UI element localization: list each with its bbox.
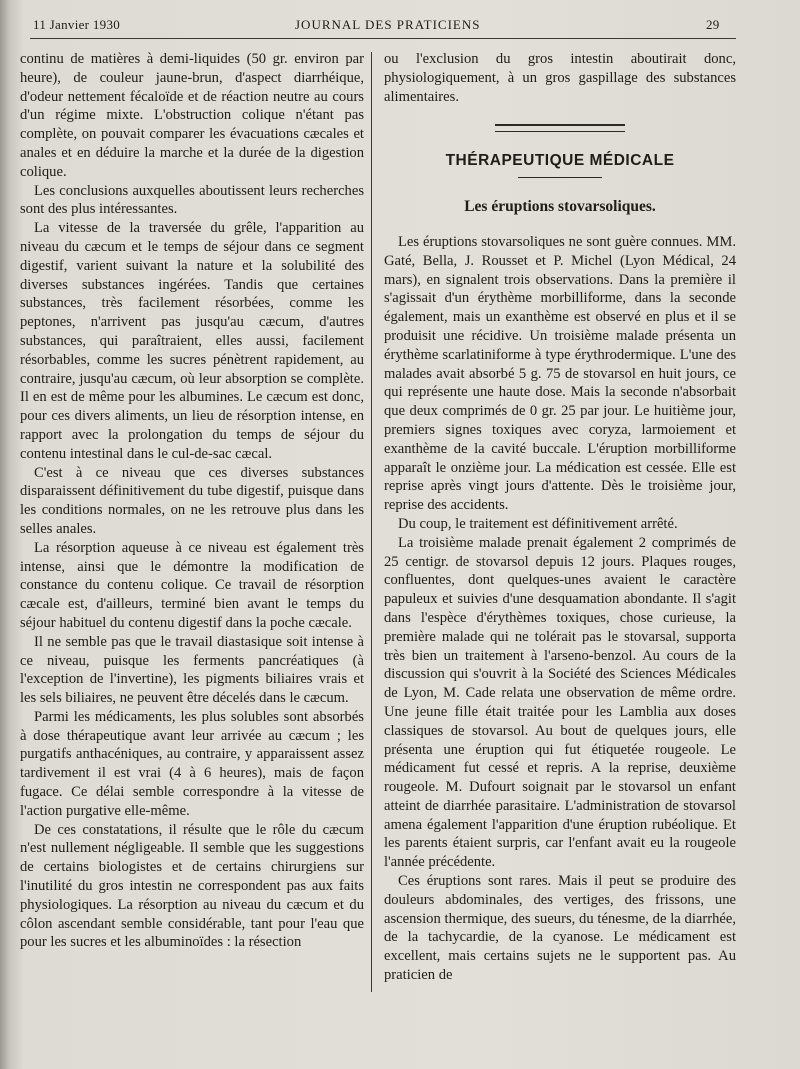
section-title: THÉRAPEUTIQUE MÉDICALE [445, 152, 675, 170]
page-header [30, 14, 740, 36]
paragraph: La vitesse de la traversée du grêle, l'apparition au niveau du cæcum et le temps de séjour dans ce segment digestif, varient suivant la nature et la solubilité des diverses substances ingérées. Tandis que certaines substances, très facilement résorbées, comme les peptones, n'arrivent pas jusqu'au cæcum, d'autres substances, qui paraîtraient, elles aussi, facilement résorbables, comme les sucres pénètrent rapidement, au contraire, jusqu'au cæcum, où leur absorption se complète. Il en est de même pour les albumines. Le cæcum est donc, pour ces divers aliments, un lieu de résorption intense, en rapport avec la prolongation du temps de séjour du contenu intestinal dans le cul-de-sac cæcal. [20, 220, 364, 462]
journal-title: JOURNAL DES PRATICIENS [295, 17, 481, 32]
section-title-rule [518, 177, 602, 178]
paragraph: Parmi les médicaments, les plus solubles sont absorbés à dose thérapeutique avant leur arrivée au cæcum ; les purgatifs anthacéniques, au contraire, y apparaissent assez tardivement il est vrai (4 à 6 heures), mais de façon fugace. Ce délai semble correspondre à la vitesse de l'action purgative elle-même. [20, 708, 364, 819]
paragraph: La troisième malade prenait également 2 comprimés de 25 centigr. de stovarsol depuis 12 jours. Plaques rouges, confluentes, dont quelques-unes avaient le caractère papuleux et suivies d'une desquamation abondante. Il s'agit dans l'espèce d'érythèmes toxiques, chose curieuse, la première malade qui ne tolérait pas le stovarsal, supporta très bien un traitement à l'arseno-benzol. Au cours de la discussion qui s'ouvrit à la Société des Sciences Médicales de Lyon, M. Cade relata une observation de même ordre. Une jeune fille était traitée pour les Lamblia aux doses classiques de stovarsol. Au bout de quelques jours, elle présenta une éruption qui fut étiquetée rougeole. Le médicament fut cessé et repris. A la reprise, deuxième rougeole. M. Dufourt soignait par le stovarsol un enfant atteint de diarrhée parasitaire. L'administration de stovarsol amena également l'apparition d'une éruption rubéolique. Et les parents étaient surpris, car l'enfant avait eu la rougeole l'année précédente. [384, 534, 736, 871]
paragraph: Les conclusions auxquelles aboutissent leurs recherches sont des plus intéressantes. [20, 182, 364, 218]
paragraph: Ces éruptions sont rares. Mais il peut se produire des douleurs abdominales, des vertiges, des frissons, une ascension thermique, des sueurs, du ténesme, de la diarrhée, de la tachycardie, de la cyanose. Le médicament est excellent, mais certains sujets ne le supportent pas. Au praticien de [384, 873, 736, 984]
paragraph: Les éruptions stovarsoliques ne sont guère connues. MM. Gaté, Bella, J. Rousset et P. Michel (Lyon Médical, 24 mars), en signalent trois observations. Dans la première il s'agissait d'un érythème morbilliforme, dans la seconde également, mais un exanthème est observé en plus et il se produisit une récidive. Un troisième malade présenta un érythème scarlatiniforme à type érythrodermique. L'une des malades avait absorbé 5 g. 75 de stovarsol en huit jours, ce qui représente une haute dose. Mais la seconde n'absorbait que deux comprimés de 0 gr. 25 par jour. Le huitième jour, premiers signes toxiques avec coryza, larmoiement et exanthème de la cavité buccale. L'éruption morbilliforme apparaît le onzième jour. La médication est cessée. Elle est reprise après vingt jours d'attente. Dès le troisième jour, reprise des accidents. [384, 233, 736, 514]
paragraph: C'est à ce niveau que ces diverses substances disparaissent définitivement du tube digestif, puisque dans les conditions normales, on ne les retrouve plus dans les selles anales. [20, 464, 364, 537]
page-number: 29 [706, 17, 720, 32]
left-column [20, 50, 364, 952]
header-rule [30, 38, 736, 39]
paragraph: Du coup, le traitement est définitivement arrêté. [398, 515, 678, 532]
paragraph: De ces constatations, il résulte que le rôle du cæcum n'est nullement négligeable. Il semble que les suggestions de certains biologistes et de certains chirurgiens sur l'inutilité du gros intestin ne correspondent pas aux faits physiologiques. La résorption au niveau du cæcum et du côlon ascendant semble considérable, tant pour l'eau que pour les sucres et les albuminoïdes : la résection [20, 821, 364, 951]
paragraph: Il ne semble pas que le travail diastasique soit intense à ce niveau, puisque les ferments pancréatiques (à l'exception de l'invertine), les pigments biliaires vrais et les sels biliaires, ne peuvent être décelés dans le cæcum. [20, 633, 364, 707]
article-title: Les éruptions stovarsoliques. [464, 198, 656, 216]
right-column [384, 50, 736, 985]
paragraph: La résorption aqueuse à ce niveau est également très intense, ainsi que le démontre la modification de constance du contenu colique. Ce travail de résorption cæcale est, d'ailleurs, terminé bien avant le temps du séjour habituel du contenu digestif dans la poche cæcale. [20, 539, 364, 631]
section-ornament-rule [495, 124, 625, 132]
header-date: 11 Janvier 1930 [33, 17, 121, 32]
paragraph: continu de matières à demi-liquides (50 gr. environ par heure), de couleur jaune-brun, d'aspect diarrhéique, d'odeur nettement fécaloïde et de réaction neutre au cours d'un régime mixte. L'obstruction colique n'étant pas complète, on pouvait comparer les évacuations cæcales et anales et en déduire la marche et la durée de la digestion colique. [20, 51, 364, 180]
column-divider [371, 52, 372, 992]
paragraph: ou l'exclusion du gros intestin aboutirait donc, physiologiquement, à un gros gaspillage des substances alimentaires. [384, 51, 736, 105]
